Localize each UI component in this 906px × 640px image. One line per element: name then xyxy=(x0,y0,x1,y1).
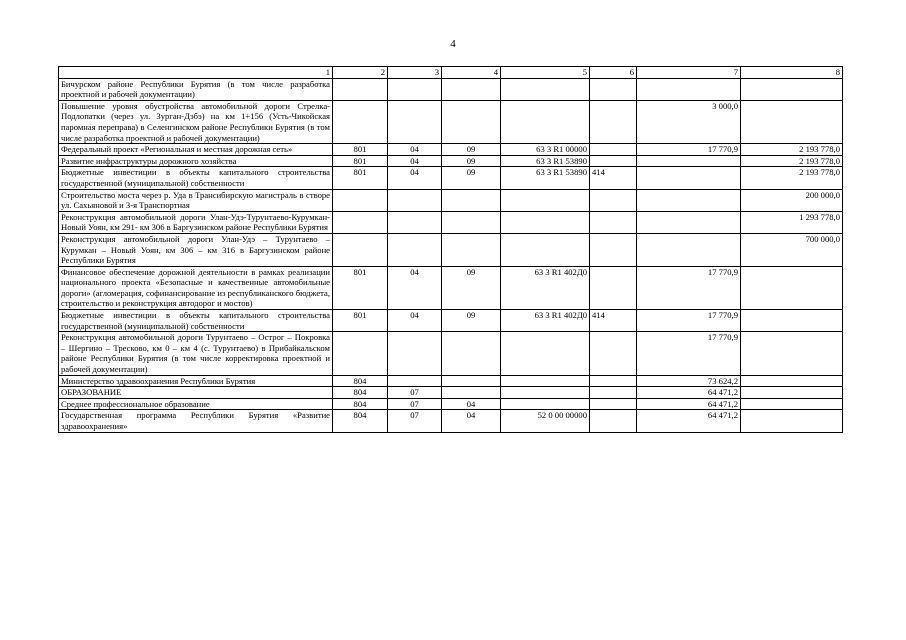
row-cell-c4 xyxy=(442,233,501,266)
row-name-cell: Министерство здравоохранения Республики Бурятия xyxy=(59,375,333,387)
row-cell-c5 xyxy=(501,398,590,410)
table-header-row xyxy=(59,67,843,79)
row-name-cell: Федеральный проект «Региональная и местная дорожная сеть» xyxy=(59,144,333,156)
row-cell-c2 xyxy=(333,78,388,100)
row-cell-c5 xyxy=(501,100,590,143)
row-cell-c3 xyxy=(388,78,442,100)
row-cell-c6 xyxy=(590,233,637,266)
row-name-cell: Строительство моста через р. Уда в Трансибирскую магистраль в створе ул. Сахьяновой и 3-я Транспортная xyxy=(59,189,333,211)
row-cell-c5 xyxy=(501,211,590,233)
row-cell-c5 xyxy=(501,78,590,100)
row-cell-c7 xyxy=(637,78,741,100)
row-cell-c7 xyxy=(637,155,741,167)
row-cell-c6 xyxy=(590,398,637,410)
row-name-cell: Развитие инфраструктуры дорожного хозяйства xyxy=(59,155,333,167)
header-cell: 4 xyxy=(442,67,501,79)
row-name-cell: Бюджетные инвестиции в объекты капитального строительства государственной (муниципальной) собственности xyxy=(59,167,333,189)
row-cell-c8: 2 193 778,0 xyxy=(741,144,843,156)
row-cell-c4 xyxy=(442,332,501,375)
row-cell-c2: 804 xyxy=(333,398,388,410)
row-cell-c7 xyxy=(637,211,741,233)
table-row xyxy=(59,410,843,432)
row-cell-c3 xyxy=(388,332,442,375)
row-cell-c4: 09 xyxy=(442,310,501,332)
row-cell-c2 xyxy=(333,233,388,266)
row-name-cell: Бюджетные инвестиции в объекты капитального строительства государственной (муниципальной) собственности xyxy=(59,310,333,332)
header-cell: 8 xyxy=(741,67,843,79)
row-cell-c4: 04 xyxy=(442,410,501,432)
row-cell-c7: 17 770,9 xyxy=(637,332,741,375)
row-cell-c6 xyxy=(590,189,637,211)
row-cell-c8 xyxy=(741,410,843,432)
row-cell-c8 xyxy=(741,332,843,375)
row-cell-c7: 73 624,2 xyxy=(637,375,741,387)
table-row xyxy=(59,398,843,410)
row-cell-c3 xyxy=(388,375,442,387)
row-name-cell: Повышение уровня обустройства автомобильной дороги Стрелка-Подлопатки (через ул. Зурган-Дэбэ) на км 1+156 (Усть-Чикойская паромная переправа) в Селенгинском районе Республики Бурятия (в том числе разработка проектной и рабочей документации) xyxy=(59,100,333,143)
row-cell-c6 xyxy=(590,387,637,399)
row-cell-c5 xyxy=(501,332,590,375)
row-cell-c2 xyxy=(333,189,388,211)
row-name-cell: Бичурском районе Республики Бурятия (в том числе разработка проектной и рабочей документации) xyxy=(59,78,333,100)
row-cell-c5 xyxy=(501,233,590,266)
row-cell-c8: 2 193 778,0 xyxy=(741,167,843,189)
row-cell-c6: 414 xyxy=(590,310,637,332)
row-cell-c4 xyxy=(442,100,501,143)
row-cell-c8 xyxy=(741,266,843,309)
row-cell-c3: 07 xyxy=(388,410,442,432)
row-cell-c8 xyxy=(741,375,843,387)
row-cell-c8: 700 000,0 xyxy=(741,233,843,266)
table-row xyxy=(59,167,843,189)
row-cell-c2: 804 xyxy=(333,410,388,432)
row-cell-c8: 2 193 778,0 xyxy=(741,155,843,167)
row-cell-c8: 1 293 778,0 xyxy=(741,211,843,233)
row-cell-c7: 64 471,2 xyxy=(637,398,741,410)
table-row xyxy=(59,189,843,211)
row-cell-c4 xyxy=(442,375,501,387)
row-cell-c5: 52 0 00 00000 xyxy=(501,410,590,432)
row-cell-c5 xyxy=(501,375,590,387)
table-row xyxy=(59,155,843,167)
row-cell-c6: 414 xyxy=(590,167,637,189)
row-cell-c2 xyxy=(333,100,388,143)
row-cell-c2: 801 xyxy=(333,266,388,309)
row-cell-c3: 04 xyxy=(388,155,442,167)
row-cell-c7: 3 000,0 xyxy=(637,100,741,143)
row-cell-c8 xyxy=(741,387,843,399)
row-cell-c4 xyxy=(442,78,501,100)
row-cell-c2: 804 xyxy=(333,375,388,387)
row-cell-c8 xyxy=(741,398,843,410)
row-cell-c6 xyxy=(590,78,637,100)
header-cell: 6 xyxy=(590,67,637,79)
row-cell-c8 xyxy=(741,78,843,100)
row-cell-c3: 04 xyxy=(388,144,442,156)
row-cell-c5 xyxy=(501,189,590,211)
row-cell-c5: 63 3 R1 00000 xyxy=(501,144,590,156)
table-row xyxy=(59,266,843,309)
table-row xyxy=(59,144,843,156)
row-name-cell: Реконструкция автомобильной дороги Улан-Удэ – Турунтаево – Курумкан – Новый Уоян, км 306 – км 316 в Баргузинском районе Республики Бурятия xyxy=(59,233,333,266)
header-cell: 2 xyxy=(333,67,388,79)
row-cell-c2: 801 xyxy=(333,310,388,332)
header-cell: 7 xyxy=(637,67,741,79)
row-cell-c2: 801 xyxy=(333,167,388,189)
row-cell-c7: 64 471,2 xyxy=(637,387,741,399)
table-row xyxy=(59,375,843,387)
row-cell-c3 xyxy=(388,100,442,143)
row-cell-c4: 04 xyxy=(442,398,501,410)
row-name-cell: Государственная программа Республики Бурятия «Развитие здравоохранения» xyxy=(59,410,333,432)
row-cell-c6 xyxy=(590,144,637,156)
header-cell: 5 xyxy=(501,67,590,79)
row-cell-c6 xyxy=(590,100,637,143)
row-cell-c2 xyxy=(333,332,388,375)
row-cell-c7: 17 770,9 xyxy=(637,266,741,309)
row-cell-c5: 63 3 R1 53890 xyxy=(501,167,590,189)
header-cell: 3 xyxy=(388,67,442,79)
row-cell-c5: 63 3 R1 53890 xyxy=(501,155,590,167)
table-row xyxy=(59,78,843,100)
row-cell-c3: 04 xyxy=(388,167,442,189)
row-cell-c4: 09 xyxy=(442,155,501,167)
row-name-cell: ОБРАЗОВАНИЕ xyxy=(59,387,333,399)
row-name-cell: Среднее профессиональное образование xyxy=(59,398,333,410)
row-cell-c2: 801 xyxy=(333,144,388,156)
table-row xyxy=(59,310,843,332)
row-cell-c4 xyxy=(442,211,501,233)
row-cell-c2 xyxy=(333,211,388,233)
row-cell-c5: 63 3 R1 402Д0 xyxy=(501,266,590,309)
row-cell-c7: 17 770,9 xyxy=(637,310,741,332)
page-number: 4 xyxy=(450,38,456,50)
row-cell-c2: 804 xyxy=(333,387,388,399)
row-cell-c4: 09 xyxy=(442,167,501,189)
row-cell-c3 xyxy=(388,211,442,233)
row-cell-c7: 64 471,2 xyxy=(637,410,741,432)
row-cell-c7 xyxy=(637,189,741,211)
row-cell-c3 xyxy=(388,233,442,266)
row-name-cell: Реконструкция автомобильной дороги Улан-Удэ-Турунтаево-Курумкан-Новый Уоян, км 291- км 306 в Баргузинском районе Республики Бурятия xyxy=(59,211,333,233)
row-cell-c3: 07 xyxy=(388,398,442,410)
row-cell-c6 xyxy=(590,266,637,309)
row-cell-c4: 09 xyxy=(442,144,501,156)
table-row xyxy=(59,332,843,375)
row-cell-c8 xyxy=(741,100,843,143)
row-cell-c3 xyxy=(388,189,442,211)
row-cell-c6 xyxy=(590,155,637,167)
table-row xyxy=(59,387,843,399)
row-cell-c4 xyxy=(442,387,501,399)
row-cell-c7 xyxy=(637,167,741,189)
row-cell-c2: 801 xyxy=(333,155,388,167)
row-cell-c3: 07 xyxy=(388,387,442,399)
row-cell-c4: 09 xyxy=(442,266,501,309)
row-cell-c6 xyxy=(590,375,637,387)
row-cell-c8 xyxy=(741,310,843,332)
row-cell-c5 xyxy=(501,387,590,399)
row-cell-c7: 17 770,9 xyxy=(637,144,741,156)
table-row xyxy=(59,211,843,233)
row-cell-c3: 04 xyxy=(388,266,442,309)
header-cell: 1 xyxy=(59,67,333,79)
row-cell-c5: 63 3 R1 402Д0 xyxy=(501,310,590,332)
table-row xyxy=(59,100,843,143)
row-cell-c7 xyxy=(637,233,741,266)
row-cell-c6 xyxy=(590,211,637,233)
row-cell-c6 xyxy=(590,410,637,432)
row-name-cell: Реконструкция автомобильной дороги Турунтаево – Острог – Покровка – Шергино – Тресково, км 0 – км 4 (с. Турунтаево) в Прибайкальском районе Республики Бурятия (в том числе корректировка проектной и рабочей документации) xyxy=(59,332,333,375)
row-cell-c4 xyxy=(442,189,501,211)
table-row xyxy=(59,233,843,266)
row-cell-c6 xyxy=(590,332,637,375)
row-cell-c8: 200 000,0 xyxy=(741,189,843,211)
budget-table xyxy=(58,66,843,433)
row-cell-c3: 04 xyxy=(388,310,442,332)
row-name-cell: Финансовое обеспечение дорожной деятельности в рамках реализации национального проекта «Безопасные и качественные автомобильные дороги» (агломерация, софинансирование из республиканского бюджета, строительство и реконструкция автодорог и мостов) xyxy=(59,266,333,309)
